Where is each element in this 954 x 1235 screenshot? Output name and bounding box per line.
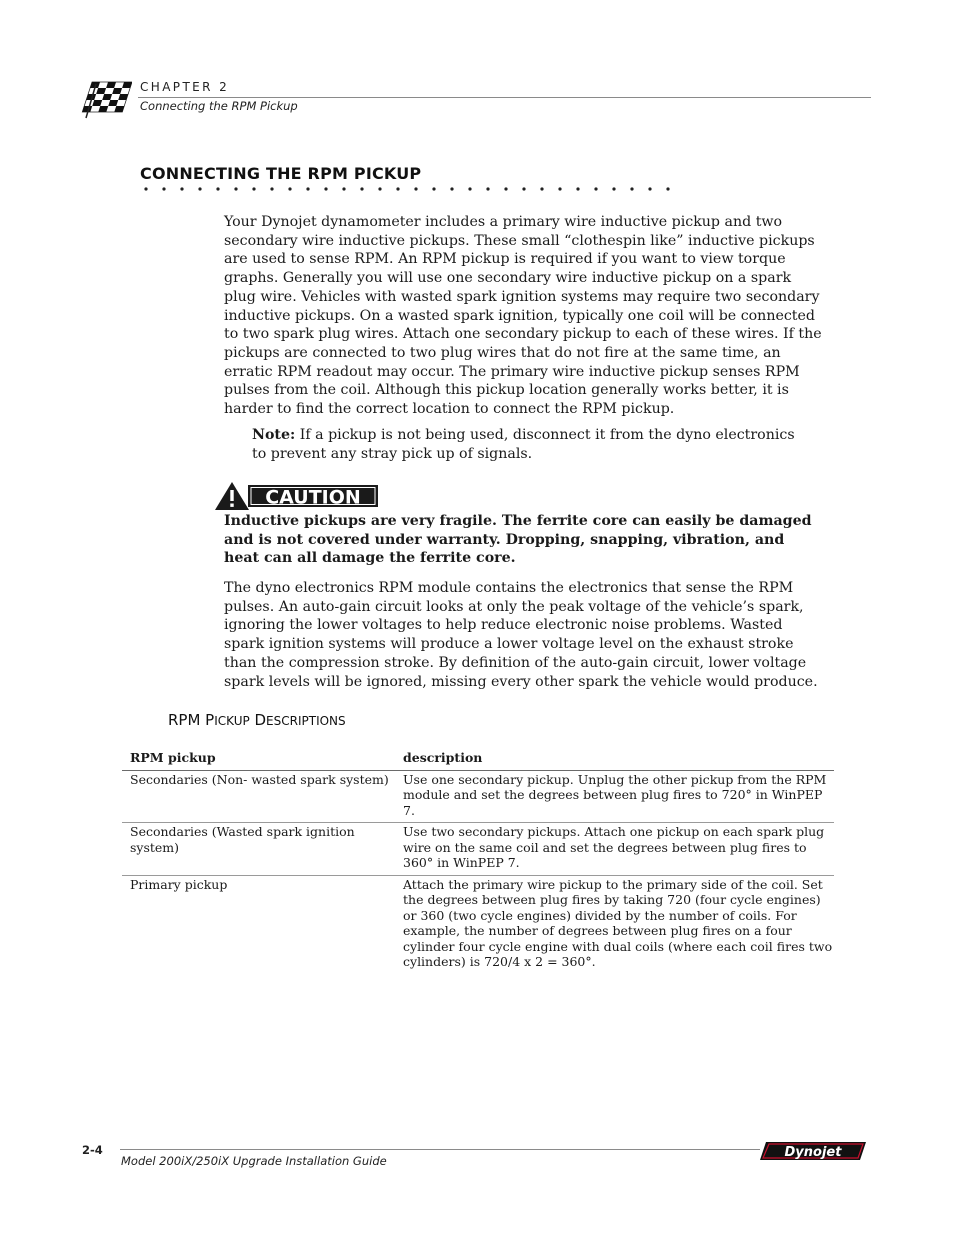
module-paragraph: The dyno electronics RPM module contains the electronics that sense the RPM pulses. An auto-gain circuit looks at only the peak voltage of the vehicle’s spark, ignoring the lower voltages to help reduce electronic noise problems. Wasted spark ignition systems will produce a lower voltage level on the exhaust stroke than the compression stroke. By definition of the auto-gain circuit, lower voltage spark levels will be ignored, missing every other spark the vehicle would produce. bbox=[224, 580, 818, 690]
note-paragraph bbox=[252, 426, 812, 463]
subsection-title-part: ESCRIPTIONS bbox=[266, 714, 346, 728]
column-header-description: description bbox=[403, 750, 483, 765]
subsection-title-part: D bbox=[249, 711, 267, 729]
dynojet-logo bbox=[760, 1140, 866, 1162]
footer-rule bbox=[120, 1149, 760, 1150]
section-title: CONNECTING THE RPM PICKUP bbox=[140, 164, 422, 183]
page-number: 2-4 bbox=[82, 1143, 103, 1157]
table-cell-pickup: Secondaries (Wasted spark ignition system) bbox=[130, 824, 355, 855]
subsection-title-part: RPM P bbox=[168, 711, 215, 729]
chapter-subtitle: Connecting the RPM Pickup bbox=[140, 99, 298, 113]
table-row bbox=[122, 823, 834, 876]
intro-paragraph: Your Dynojet dynamometer includes a primary wire inductive pickup and two secondary wire inductive pickups. These small “clothespin like” inductive pickups are used to sense RPM. An RPM pickup is required if you want to view torque graphs. Generally you will use one secondary wire inductive pickup on a spark plug wire. Vehicles with wasted spark ignition systems may require two secondary inductive pickups. On a wasted spark ignition, typically one coil will be connected to two spark plug wires. Attach one secondary pickup to each of these wires. If the pickups are connected to two plug wires that do not fire at the same time, an erratic RPM readout may occur. The primary wire inductive pickup senses RPM pulses from the coil. Although this pickup location generally works better, it is harder to find the correct location to connect the RPM pickup. bbox=[224, 214, 822, 418]
header-rule bbox=[138, 97, 871, 98]
dotted-rule bbox=[144, 184, 684, 194]
table-cell-description: Use one secondary pickup. Unplug the other pickup from the RPM module and set the degrees between plug fires to 720° in WinPEP 7. bbox=[403, 771, 827, 818]
table-cell-pickup: Primary pickup bbox=[130, 876, 228, 892]
caution-text: Inductive pickups are very fragile. The ferrite core can easily be damaged and is not covered under warranty. Dropping, snapping, vibration, and heat can all damage the ferrite core. bbox=[224, 513, 812, 567]
rpm-pickup-table bbox=[122, 748, 834, 974]
table-cell-description: Attach the primary wire pickup to the primary side of the coil. Set the degrees between plug fires by taking 720 (four cycle engines) or 360 (two cycle engines) divided by the number of coils. For example, the number of degrees between plug fires on a four cylinder four cycle engine with dual coils (where each coil fires two cylinders) is 720/4 x 2 = 360°. bbox=[403, 876, 833, 969]
note-label: Note: bbox=[252, 427, 296, 443]
table-row bbox=[122, 876, 834, 974]
guide-title: Model 200iX/250iX Upgrade Installation Guide bbox=[121, 1154, 387, 1168]
subsection-title-part: ICKUP bbox=[214, 714, 250, 728]
table-cell-pickup: Secondaries (Non- wasted spark system) bbox=[130, 771, 389, 787]
note-text: If a pickup is not being used, disconnect it from the dyno electronics to prevent any stray pick up of signals. bbox=[252, 427, 795, 462]
table-header-row bbox=[122, 748, 834, 771]
caution-label: CAUTION bbox=[265, 486, 361, 509]
chapter-label: CHAPTER 2 bbox=[140, 80, 230, 94]
caution-warning-icon bbox=[214, 481, 380, 511]
table-row bbox=[122, 771, 834, 824]
logo-text: Dynojet bbox=[784, 1145, 842, 1160]
column-header-pickup: RPM pickup bbox=[130, 750, 216, 765]
table-cell-description: Use two secondary pickups. Attach one pickup on each spark plug wire on the same coil and set the degrees between plug fires to 360° in WinPEP 7. bbox=[403, 824, 825, 870]
subsection-title bbox=[168, 711, 346, 729]
checkered-flag-icon bbox=[80, 76, 132, 120]
